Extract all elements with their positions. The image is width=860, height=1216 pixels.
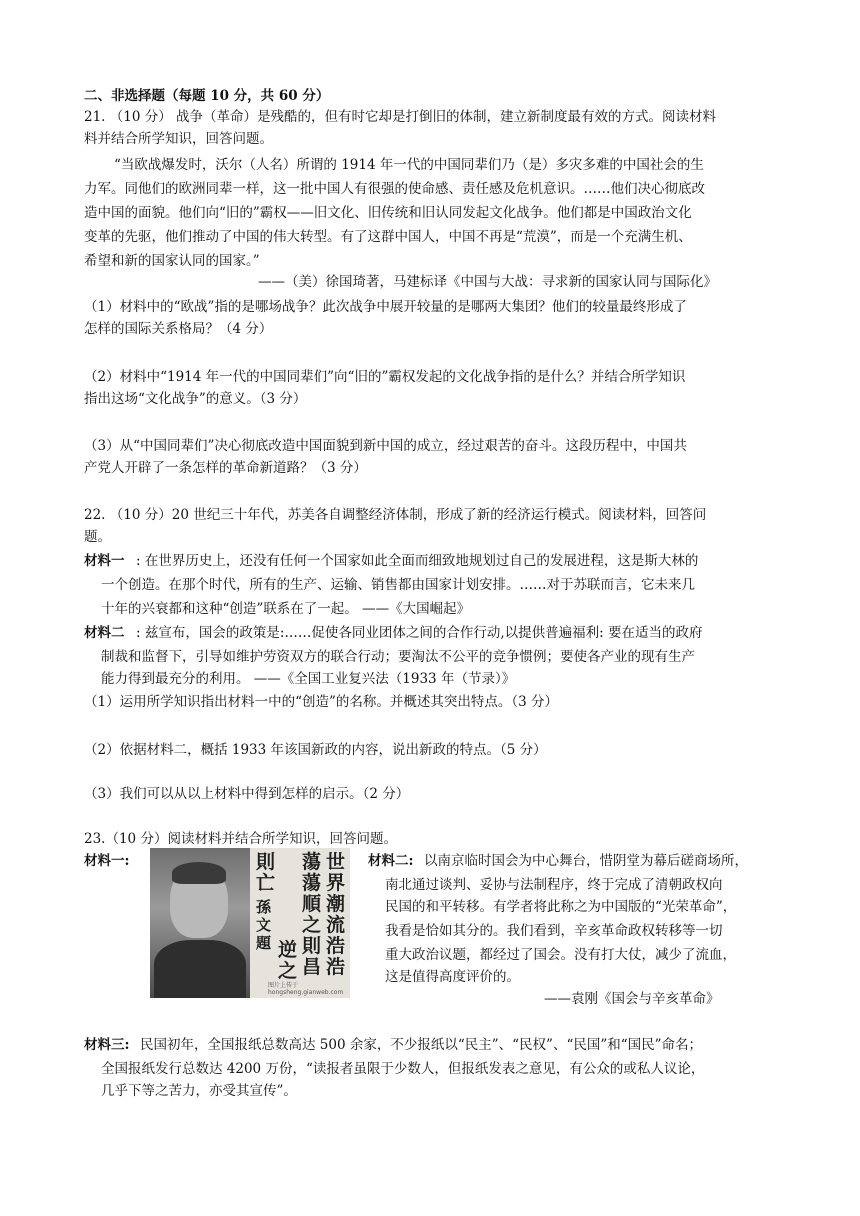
q22-material1-label: 材料一 <box>84 553 125 569</box>
q21-source: ——（美）徐国琦著，马建标译《中国与大战：寻求新的国家认同与国际化》 <box>258 274 717 290</box>
calligraphy-col-3: 逆之 <box>278 939 298 982</box>
q23-material2-line-4: 我看是恰如其分的。我们看到，辛亥革命政权转移等一切 <box>385 923 723 939</box>
calligraphy-col-4: 則亡 <box>256 851 276 894</box>
q23-material2-line-2: 南北通过谈判、妥协与法制程序，终于完成了清朝政权向 <box>385 877 723 893</box>
q23-intro: 23.（10 分）阅读材料并结合所学知识，回答问题。 <box>84 831 397 847</box>
q21-line-1: 21. （10 分） 战争（革命）是残酷的，但有时它却是打倒旧的体制，建立新制度最有效的方式。阅读材料 <box>84 109 717 125</box>
q22-sub1: （1）运用所学知识指出材料一中的“创造”的名称。并概述其突出特点。（3 分） <box>84 694 559 710</box>
q21-line-5: 造中国的面貌。他们向“旧的”霸权——旧文化、旧传统和旧认同发起文化战争。他们都是中国政治文化 <box>84 205 692 221</box>
q22-material2-line-1: : 兹宣布，国会的政策是:……促使各同业团体之间的合作行动,以提供普遍福利: 要在适当的政府 <box>136 625 703 641</box>
q22-material2-line-2: 制裁和监督下，引导如维护劳资双方的联合行动；要淘汰不公平的竞争惯例；要使各产业的现有生产 <box>101 649 695 665</box>
q23-material2-source: ——袁刚《国会与辛亥革命》 <box>544 991 720 1007</box>
q21-line-3: “当欧战爆发时，沃尔（人名）所谓的 1914 年一代的中国同辈们乃（是）多灾多难的中国社会的生 <box>114 157 704 173</box>
q21-line-7: 希望和新的国家认同的国家。” <box>84 253 260 269</box>
q21-sub3-line-1: （3）从“中国同辈们”决心彻底改造中国面貌到新中国的成立，经过艰苦的奋斗。这段历程中，中国共 <box>84 438 687 454</box>
calligraphy-col-2: 蕩蕩順之則昌 <box>302 851 322 978</box>
calligraphy-col-5: 孫文題 <box>256 898 272 952</box>
q23-material3-label: 材料三: <box>84 1037 130 1053</box>
q21-sub3-line-2: 产党人开辟了一条怎样的革命新道路？（3 分） <box>84 460 367 476</box>
portrait-image <box>150 848 250 998</box>
q23-material2-line-6: 这是值得高度评价的。 <box>385 969 520 985</box>
q22-material1-line-1: : 在世界历史上，还没有任何一个国家如此全面而细致地规划过自己的发展进程，这是斯大林的 <box>136 553 699 569</box>
q23-material1-label: 材料一: <box>84 853 130 869</box>
calligraphy-col-1: 世界潮流浩浩 <box>326 851 346 978</box>
q22-sub2: （2）依据材料二，概括 1933 年该国新政的内容，说出新政的特点。（5 分） <box>84 742 547 758</box>
q23-material2-line-3: 民国的和平转移。有学者将此称之为中国版的“光荣革命”， <box>385 899 737 915</box>
q21-line-6: 变革的先驱，他们推动了中国的伟大转型。有了这群中国人，中国不再是“荒漠”，而是一个充满生机、 <box>84 229 692 245</box>
q23-material3-line-1: 民国初年，全国报纸总数高达 500 余家，不少报纸以“民主”、“民权”、“民国”和“国民”命名； <box>140 1037 703 1053</box>
q22-material1-line-2: 一个创造。在那个时代，所有的生产、运输、销售都由国家计划安排。……对于苏联而言，它未来几 <box>101 577 695 593</box>
q22-material2-label: 材料二 <box>84 625 125 641</box>
q21-sub1-line-1: （1）材料中的“欧战”指的是哪场战争？此次战争中展开较量的是哪两大集团？他们的较量最终形成了 <box>84 299 687 315</box>
q22-intro-line-1: 22. （10 分）20 世纪三十年代，苏美各自调整经济体制，形成了新的经济运行模式。阅读材料，回答问 <box>84 507 707 523</box>
q23-material3-line-2: 全国报纸发行总数达 4200 万份，“读报者虽限于少数人，但报纸发表之意见，有公众的或私人议论， <box>101 1061 705 1077</box>
q21-sub1-line-2: 怎样的国际关系格局？（4 分） <box>84 321 273 337</box>
q21-sub2-line-2: 指出这场“文化战争”的意义。（3 分） <box>84 391 307 407</box>
q23-material2-label: 材料二: <box>368 853 414 869</box>
q21-line-2: 料并结合所学知识，回答问题。 <box>84 131 273 147</box>
q23-material2-line-5: 重大政治议题，都经过了国会。没有打大仗，减少了流血， <box>385 947 736 963</box>
q22-material1-line-3: 十年的兴衰都和这种“创造”联系在了一起。 ——《大国崛起》 <box>101 601 471 617</box>
q23-material3-line-3: 几乎下等之苦力，亦受其宣传”。 <box>101 1083 297 1099</box>
q21-line-4: 力军。同他们的欧洲同辈一样，这一批中国人有很强的使命感、责任感及危机意识。……他们决心彻底改 <box>84 181 705 197</box>
q21-sub2-line-1: （2）材料中“1914 年一代的中国同辈们”向“旧的”霸权发起的文化战争指的是什么？并结合所学知识 <box>84 369 686 385</box>
q23-material2-line-1: 以南京临时国会为中心舞台，惜阴堂为幕后磋商场所， <box>424 853 748 869</box>
sun-yat-sen-photo <box>150 848 350 998</box>
photo-caption: 图片上传于 hongsheng.gianweb.com <box>268 982 344 996</box>
q22-sub3: （3）我们可以从以上材料中得到怎样的启示。（2 分） <box>84 786 410 802</box>
section-heading: 二、非选择题（每题 10 分，共 60 分） <box>84 88 330 104</box>
q22-intro-line-2: 题。 <box>84 529 111 545</box>
q22-material2-line-3: 能力得到最充分的利用。 ——《全国工业复兴法（1933 年（节录）》 <box>101 671 516 687</box>
calligraphy-image <box>250 848 350 998</box>
